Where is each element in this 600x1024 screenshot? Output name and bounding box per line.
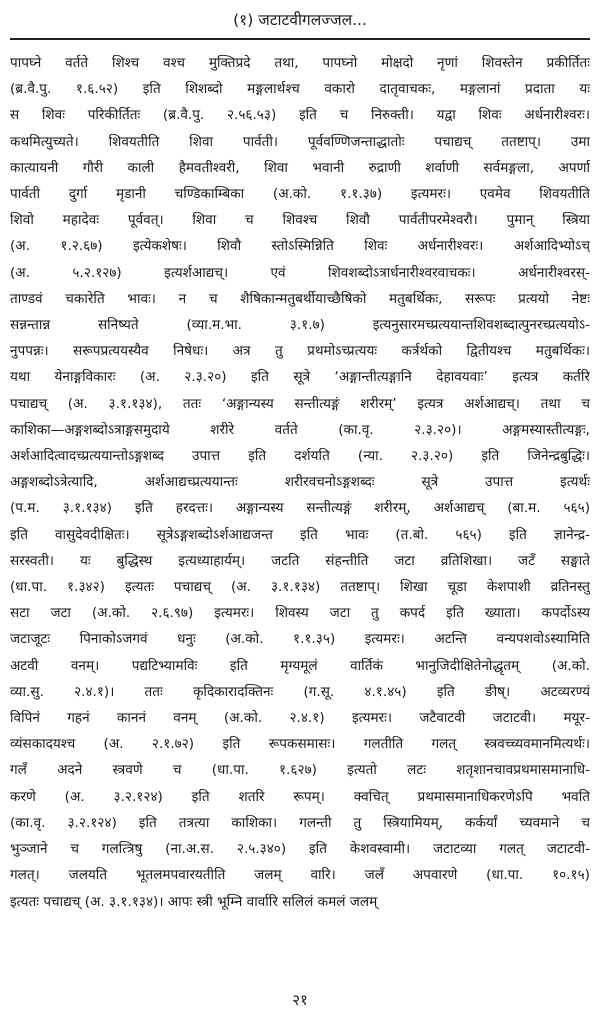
text-line: सटा जटा (अ.को. २.६.९७) इत्यमरः। शिवस्य जटा तु कपर्द इति ख्याता। कपर्दोऽस्य	[10, 605, 590, 622]
text-line: नुपपन्नः। सरूपप्रत्ययस्यैव निषेधः। अत्र तु प्रथमोऽच्प्रत्ययः कर्त्रर्थको द्वितीयश्च मतुबर्थिकः।	[10, 343, 590, 360]
text-line: पार्वती दुर्गा मृडानी चण्डिकाम्बिका (अ.को. १.१.३७) इत्यमरः। एवमेव शिवयतीति	[10, 186, 590, 203]
text-line: इत्यतः पचाद्यच् (अ. ३.१.१३४)। आपः स्त्री भूम्नि वार्वारि सलिलं कमलं जलम्	[10, 893, 378, 910]
text-line: अटवी वनम्। पद्यटिभ्यामविः इति मृग्यमूलं वार्तिकं भानुजिदीक्षितेनोद्धृतम् (अ.को.	[10, 657, 590, 674]
text-line: अङ्गशब्दोऽत्रेत्यादि, अर्शआद्यच्प्रत्ययान्तः शरीरवचनोऽङ्गशब्दः सूत्रे उपात्त इत्यर्थः	[10, 474, 590, 491]
text-line: शिवो महादेवः पूर्ववत्। शिवा च शिवश्च शिवौ पार्वतीपरमेश्वरौ। पुमान् स्त्रिया	[10, 212, 590, 229]
text-line: जटाजूटः पिनाकोऽजगवं धनुः (अ.को. १.१.३५) इत्यमरः। अटन्ति वन्यपशवोऽस्यामिति	[10, 631, 590, 648]
running-header: (१) जटाटवीगलज्जल...	[233, 11, 367, 29]
text-line: करणे (अ. ३.२.१२४) इति शतरि रूपम्। क्वचित् प्रथमासमानाधिकरणेऽपि भवति	[10, 788, 590, 805]
text-line: पापघ्ने वर्तते शिश्च वश्च मुक्तिप्रदे तथा, पापघ्नो मोक्षदो नृणां शिवस्तेन प्रकीर्तितः	[10, 55, 590, 71]
header-rule	[10, 38, 590, 40]
page-number: २१	[292, 991, 308, 1009]
text-line: व्या.सु. २.४.१)। ततः कृदिकारादक्तिनः (ग.सू. ४.१.४५) इति ङीष्। अटव्यरण्यं	[10, 683, 590, 700]
text-line: सरस्वती। यः बुद्धिस्थ इत्यध्याहार्यम्। जटति संहन्तीति जटा व्रतिशिखा। जटँ सङ्घाते	[10, 552, 590, 569]
text-line: कात्यायनी गौरी काली हैमवतीश्वरी, शिवा भवानी रुद्राणी शर्वाणी सर्वमङ्गला, अपर्णा	[10, 159, 590, 176]
text-line: (धा.पा. १.३४२) इत्यतः पचाद्यच् (अ. ३.१.१३४) ततष्टाप्। शिखा चूडा केशपाशी व्रतिनस्तु	[10, 579, 590, 596]
text-line: यथा येनाङ्गविकारः (अ. २.३.२०) इति सूत्रे ‘अङ्गान्तीत्यङ्गानि देहावयवाः’ इत्यत्र कर्तरि	[10, 369, 590, 386]
text-line: अर्शआदित्वादच्प्रत्ययान्तोऽङ्गशब्द उपात्त इति दर्शयति (न्या. २.३.२०) इति जिनेन्द्रबुद्धिः।	[10, 448, 590, 465]
text-line: गलत्। जलयति भूतलमपवारयतीति जलम् वारि। जलँ अपवारणे (धा.पा. १०.१५)	[10, 867, 590, 884]
text-line: (का.वृ. ३.२.१२४) इति तत्रत्या काशिका। गलन्ती तु स्त्रियामियम्, कर्कर्यां च्यवमाने च	[10, 814, 590, 831]
text-line: सन्नन्तान्न सनिष्यते (व्या.म.भा. ३.१.७) इत्यनुसारमच्प्रत्ययान्तशिवशब्दात्पुनरच्प्रत्ययोऽ-	[10, 317, 590, 334]
text-line: भुञ्जाने च गलत्त्रिषु (ना.अ.स. २.५.३४०) इति केशवस्वामी। जटाटव्या गलत् जटाटवी-	[10, 841, 590, 858]
text-line: (अ. १.२.६७) इत्येकशेषः। शिवौ स्तोऽस्मिन्निति शिवः अर्धनारीश्वरः। अर्शआदिभ्योऽच्	[10, 238, 590, 255]
text-line: गलँ अदने स्त्रवणे च (धा.पा. १.६२७) इत्यतो लटः शतृशानचावप्रथमासमानाधि-	[10, 762, 590, 779]
text-line: विपिनं गहनं काननं वनम् (अ.को. २.४.१) इत्यमरः। जटैवाटवी जटाटवी। मयूर-	[10, 710, 590, 727]
text-line: (ब्र.वै.पु. १.६.५२) इति शिशब्दो मङ्गलार्थश्च वकारो दातृवाचकः, मङ्गलानां प्रदाता यः	[10, 81, 590, 98]
text-line: व्यंसकादयश्च (अ. २.१.७२) इति रूपकसमासः। गलतीति गलत् स्त्रवच्च्यवमानमित्यर्थः।	[10, 736, 590, 753]
text-line: स शिवः परिकीर्तितः (ब्र.वै.पु. २.५६.५३) इति च निरुक्ती। यद्वा शिवः अर्धनारीश्वरः।	[10, 107, 590, 124]
text-line: काशिका—अङ्गशब्दोऽत्राङ्गसमुदाये शरीरे वर्तते (का.वृ. २.३.२०)। अङ्गमस्यास्तीत्यङ्गः,	[10, 421, 590, 438]
text-line: पचाद्यच् (अ. ३.१.१३४), ततः ‘अङ्गान्यस्य सन्तीत्यङ्गं शरीरम्’ इत्यत्र अर्शआद्यच्। तथा च	[10, 395, 590, 412]
text-line: (प.म. ३.१.१३४) इति हरदत्तः। अङ्गान्यस्य सन्तीत्यङ्गं शरीरम्, अर्शआद्यच् (बा.म. ५६५)	[10, 500, 590, 517]
text-line: ताण्डवं चकारेति भावः। न च शैषिकान्मतुबर्थीयाच्छैषिको मतुबर्थिकः, सरूपः प्रत्ययो नेष्टः	[10, 290, 590, 307]
text-line: कथमित्युच्यते। शिवयतीति शिवा पार्वती। पूर्ववण्णिजन्ताद्धातोः पचाद्यच् ततष्टाप्। उमा	[10, 133, 590, 150]
commentary-text	[10, 50, 590, 950]
text-line: इति वासुदेवदीक्षितः। सूत्रेऽङ्गशब्दोऽर्शआद्यजन्त इति भावः (त.बो. ५६५) इति ज्ञानेन्द्र-	[10, 526, 590, 543]
text-line: (अ. ५.२.१२७) इत्यर्शआद्यच्। एवं शिवशब्दोऽत्रार्धनारीश्वरवाचकः। अर्धनारीश्वरस्-	[10, 264, 590, 281]
